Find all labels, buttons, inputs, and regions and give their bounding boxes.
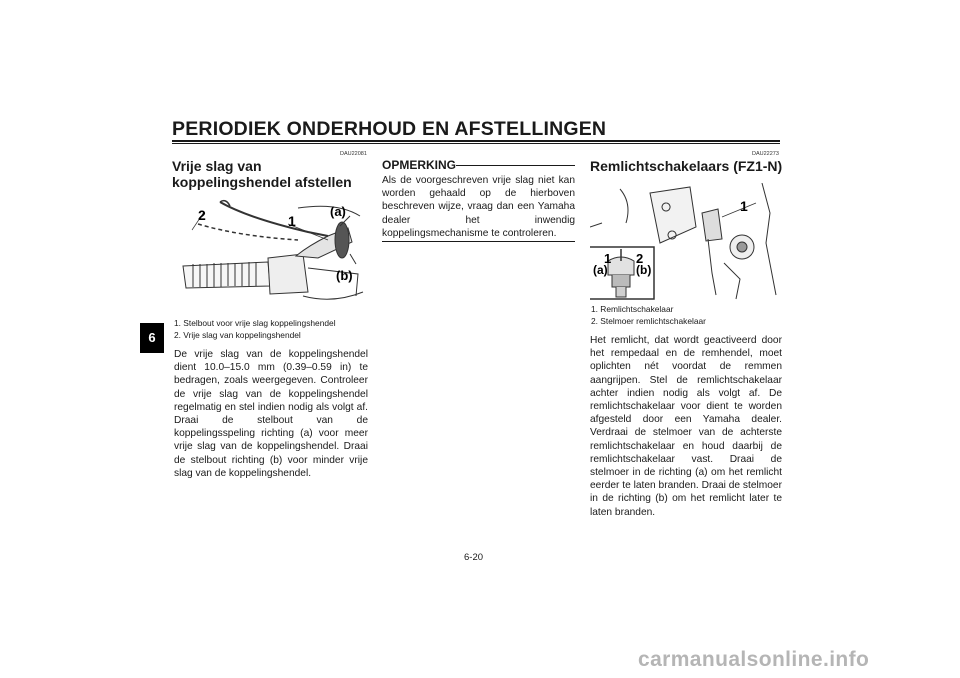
note-heading: OPMERKING bbox=[382, 158, 457, 172]
clutch-lever-figure bbox=[178, 196, 368, 308]
brake-code: DAU22273 bbox=[752, 151, 779, 157]
clutch-label-a: (a) bbox=[330, 204, 346, 219]
brake-caption-2: 2. Stelmoer remlichtschakelaar bbox=[591, 316, 706, 326]
clutch-label-2: 2 bbox=[198, 207, 206, 223]
clutch-heading: Vrije slag van koppelingshendel afstellen bbox=[172, 158, 352, 190]
brake-heading: Remlichtschakelaars (FZ1-N) bbox=[590, 158, 783, 174]
clutch-label-1: 1 bbox=[288, 213, 296, 229]
clutch-body: De vrije slag van de koppelingshendel dient 10.0–15.0 mm (0.39–0.59 in) te bedragen, zoals weergegeven. Controleer de vrije slag van de koppelingshendel regelmatig en stel indien nodig als volgt af. Draai de stelbout van de koppelingsspeling richting (a) voor meer vrije slag van de koppelingshendel. Draai de stelbout richting (b) voor minder vrije slag van de koppelingshendel. bbox=[174, 349, 368, 479]
page-number: 6-20 bbox=[464, 552, 484, 563]
note-body: Als de voorgeschreven vrije slag niet kan worden gehaald op de hierboven beschreven wijze, vraag dan een Yamaha dealer het inwendig koppelingsmechanisme te controleren. bbox=[382, 175, 575, 239]
brake-label-1: 1 bbox=[740, 198, 748, 214]
brake-label-a: (a) bbox=[593, 263, 608, 277]
clutch-caption-1: 1. Stelbout voor vrije slag koppelingshendel bbox=[174, 318, 336, 328]
brake-inset-label-1: 1 bbox=[604, 251, 612, 266]
brake-switch-figure bbox=[590, 183, 784, 301]
clutch-caption-2: 2. Vrije slag van koppelingshendel bbox=[174, 330, 301, 340]
clutch-captions bbox=[174, 317, 336, 341]
brake-body: Het remlicht, dat wordt geactiveerd door het rempedaal en de remhendel, moet oplichten nét voordat de remmen aangrijpen. Stel de remlichtschakelaar achter indien nodig als volgt af. De remlichtschakelaar voor dient te worden afgesteld door een Yamaha dealer. Verdraai de stelmoer van de achterste remlichtschakelaar en houd daarbij de remlichtschakelaar vast. Draai de stelmoer in de richting (a) om het remlicht eerder te laten branden. Draai de stelmoer in de richting (b) om het remlicht later te laten branden. bbox=[590, 335, 782, 518]
brake-captions bbox=[591, 303, 706, 327]
page-title: PERIODIEK ONDERHOUD EN AFSTELLINGEN bbox=[172, 118, 607, 140]
brake-label-b: (b) bbox=[636, 263, 652, 277]
clutch-code: DAU22081 bbox=[340, 151, 367, 157]
brake-caption-1: 1. Remlichtschakelaar bbox=[591, 304, 674, 314]
note-heading-rule bbox=[456, 165, 575, 166]
watermark: carmanualsonline.info bbox=[638, 648, 870, 671]
brake-inset-label-2: 2 bbox=[636, 251, 644, 266]
chapter-tab: 6 bbox=[140, 323, 164, 353]
title-rule-thin bbox=[172, 143, 780, 144]
title-rule bbox=[172, 140, 780, 142]
note-bottom-rule bbox=[382, 241, 575, 242]
clutch-label-b: (b) bbox=[336, 268, 353, 283]
